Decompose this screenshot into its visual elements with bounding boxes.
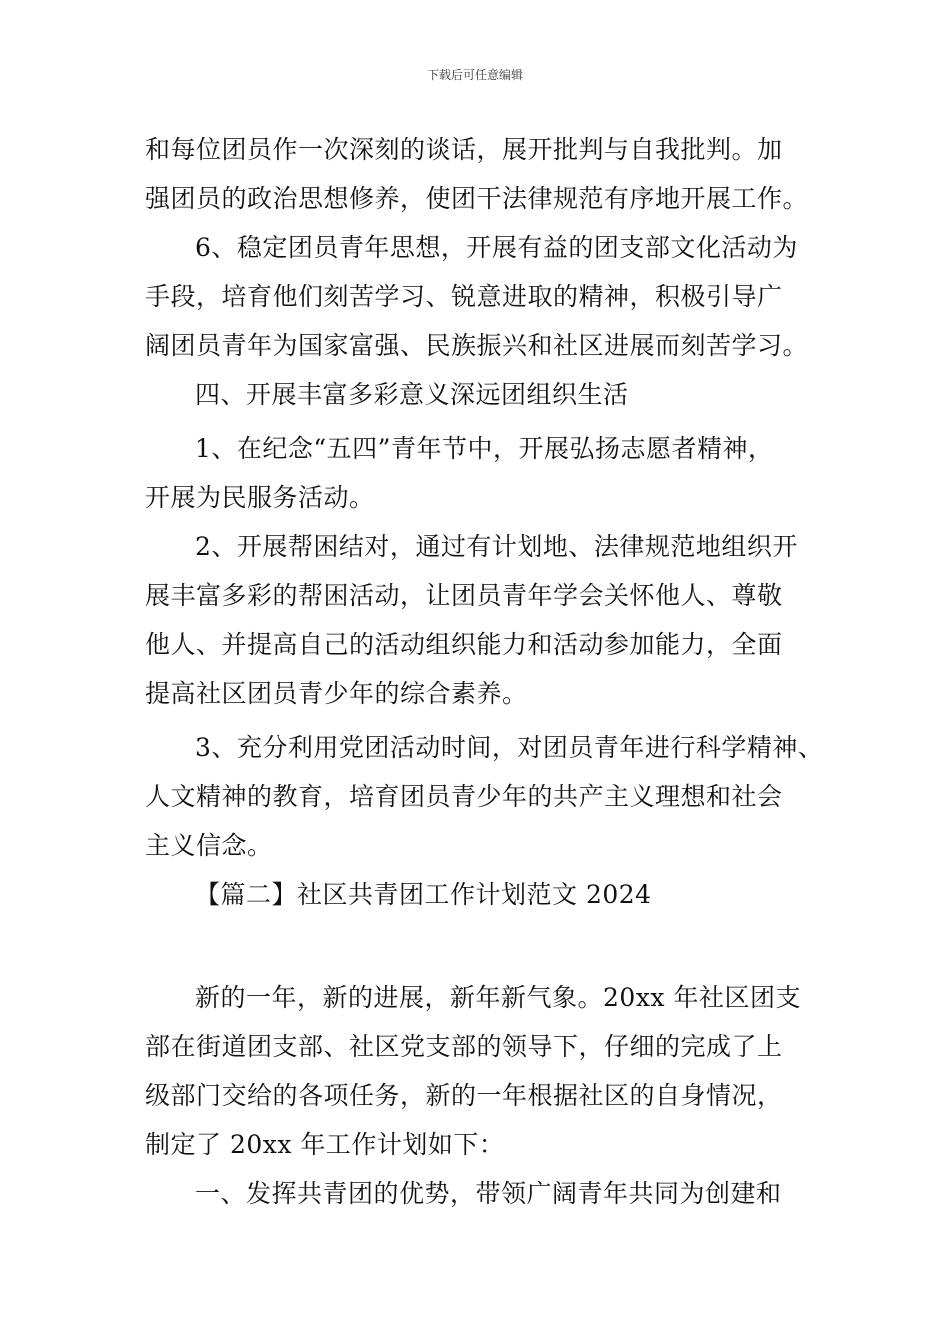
paragraph-first-line: 1、在纪念“五四”青年节中，开展弘扬志愿者精神， (195, 434, 774, 463)
body-line: 人文精神的教育，培育团员青少年的共产主义理想和社会 (145, 782, 783, 811)
body-line: 提高社区团员青少年的综合素养。 (145, 679, 528, 708)
body-line: 他人、并提高自己的活动组织能力和活动参加能力，全面 (145, 630, 783, 659)
paragraph-first-line: 一、发挥共青团的优势，带领广阔青年共同为创建和 (195, 1179, 782, 1208)
paragraph-first-line: 新的一年，新的进展，新年新气象。20xx 年社区团支 (195, 983, 801, 1012)
paragraph-first-line: 3、充分利用党团活动时间，对团员青年进行科学精神、 (195, 733, 824, 762)
header-note: 下载后可任意编辑 (426, 68, 523, 82)
body-line: 级部门交给的各项任务，新的一年根据社区的自身情况， (145, 1081, 783, 1110)
section-title: 【篇二】社区共青团工作计划范文 2024 (195, 880, 652, 909)
paragraph-first-line: 2、开展帮困结对，通过有计划地、法律规范地组织开 (195, 532, 798, 561)
body-line: 手段，培育他们刻苦学习、锐意进取的精神，积极引导广 (145, 282, 783, 311)
body-line: 强团员的政治思想修养，使团干法律规范有序地开展工作。 (145, 184, 809, 213)
body-line: 制定了 20xx 年工作计划如下： (145, 1130, 505, 1159)
body-line: 和每位团员作一次深刻的谈话，展开批判与自我批判。加 (145, 135, 783, 164)
body-line: 展丰富多彩的帮困活动，让团员青年学会关怀他人、尊敬 (145, 581, 783, 610)
body-line: 开展为民服务活动。 (145, 483, 375, 512)
section-heading: 四、开展丰富多彩意义深远团组织生活 (195, 380, 629, 409)
paragraph-first-line: 6、稳定团员青年思想，开展有益的团支部文化活动为 (195, 233, 798, 262)
body-line: 阔团员青年为国家富强、民族振兴和社区进展而刻苦学习。 (145, 331, 809, 360)
body-line: 部在街道团支部、社区党支部的领导下，仔细的完成了上 (145, 1032, 783, 1061)
body-line: 主义信念。 (145, 831, 273, 860)
